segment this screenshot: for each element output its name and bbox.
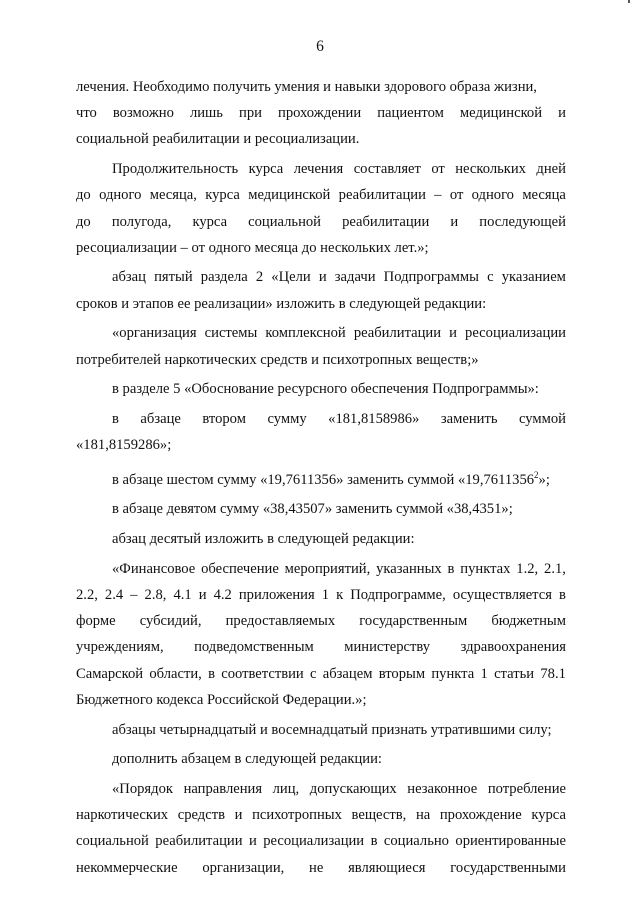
- word: средств: [177, 807, 225, 824]
- text-line: в абзаце шестом сумму «19,7611356» заменить суммой «19,7611356$^2$»;: [112, 469, 550, 488]
- text-line: [76, 209, 566, 235]
- text-line: [76, 828, 566, 854]
- word: 2.1,: [544, 560, 566, 577]
- word: психотропных: [252, 807, 342, 824]
- word: пункта: [431, 665, 475, 682]
- paragraph: [76, 156, 566, 261]
- word: социальной: [76, 833, 149, 850]
- word: курса: [531, 807, 566, 824]
- word: в: [558, 587, 566, 604]
- word: форме: [76, 613, 116, 630]
- paragraph: [76, 776, 566, 881]
- word: в: [112, 410, 119, 427]
- word: 1: [321, 587, 330, 604]
- text-line: потребителей наркотических средств и психотропных веществ;»: [76, 351, 479, 368]
- word: –: [130, 587, 138, 604]
- word: с: [310, 665, 317, 682]
- word: мероприятий,: [284, 560, 371, 577]
- word: реабилитации: [342, 213, 430, 230]
- word: области,: [149, 665, 202, 682]
- word: реабилитации: [353, 325, 442, 342]
- text-line: социальной реабилитации и ресоциализации.: [76, 131, 360, 148]
- text-line: абзацы четырнадцатый и восемнадцатый признать утратившими силу;: [112, 721, 552, 738]
- word: потребление: [487, 780, 566, 797]
- text-line: абзац десятый изложить в следующей редакции:: [112, 531, 415, 548]
- word: втором: [202, 410, 246, 427]
- word: 1: [480, 665, 488, 682]
- word: «Порядок: [112, 780, 173, 797]
- word: некоммерческие: [76, 859, 178, 876]
- text-line: сроков и этапов ее реализации» изложить в следующей редакции:: [76, 295, 487, 312]
- text-line: [76, 802, 566, 828]
- paragraph: [76, 74, 566, 153]
- paragraph: [76, 376, 566, 402]
- word: «Цели: [271, 269, 311, 286]
- word: возможно: [112, 105, 174, 122]
- word: медицинской: [459, 105, 543, 122]
- text-line: [76, 776, 566, 802]
- word: ресоциализации: [263, 833, 365, 850]
- word: лишь: [189, 105, 223, 122]
- word: 2.4: [104, 587, 124, 604]
- text-line: лечения. Необходимо получить умения и навыки здорового образа жизни,: [76, 79, 537, 95]
- text-line: [76, 320, 566, 346]
- word: реабилитации: [338, 187, 426, 204]
- word: суммой: [519, 410, 566, 427]
- word: лиц,: [272, 780, 300, 797]
- word: и: [198, 587, 207, 604]
- word: Подпрограмме,: [350, 587, 446, 604]
- word: «организация: [112, 325, 197, 342]
- word: прохождение: [439, 807, 522, 824]
- footnote-superscript: 2: [534, 469, 539, 480]
- word: обеспечение: [201, 560, 279, 577]
- word: абзацем: [322, 665, 373, 682]
- text-line: [76, 608, 566, 634]
- word: задачи: [334, 269, 376, 286]
- text-line: [76, 406, 566, 432]
- paragraph: [76, 496, 566, 522]
- word: к: [336, 587, 344, 604]
- word: пациентом: [377, 105, 444, 122]
- word: наркотических: [76, 807, 169, 824]
- word: курса: [205, 187, 240, 204]
- word: реабилитации: [155, 833, 243, 850]
- word: бюджетным: [491, 613, 566, 630]
- paragraph: [76, 406, 566, 458]
- word: указанием: [501, 269, 566, 286]
- text-line: Бюджетного кодекса Российской Федерации.»;: [76, 691, 367, 708]
- word: незаконное: [407, 780, 478, 797]
- word: курса: [192, 213, 228, 230]
- text-line: [76, 264, 566, 290]
- word: социальной: [248, 213, 321, 230]
- text-line: дополнить абзацем в следующей редакции:: [112, 751, 382, 768]
- word: и: [450, 213, 459, 230]
- word: системы: [204, 325, 258, 342]
- word: пятый: [154, 269, 193, 286]
- word: указанных: [376, 560, 442, 577]
- text-line: [76, 156, 566, 182]
- word: абзац: [112, 269, 146, 286]
- word: 1.2,: [516, 560, 539, 577]
- scan-speck: [628, 0, 630, 3]
- word: комплексной: [265, 325, 346, 342]
- text-line: [76, 556, 566, 582]
- text-line: [76, 582, 566, 608]
- word: и: [449, 325, 457, 342]
- word: приложения: [238, 587, 315, 604]
- text-line: [76, 182, 566, 208]
- word: и: [234, 807, 243, 824]
- word: соответствии: [221, 665, 304, 682]
- word: подведомственным: [194, 639, 314, 656]
- word: в: [447, 560, 455, 577]
- word: и: [318, 269, 327, 286]
- word: Самарской: [76, 665, 144, 682]
- word: социально: [383, 833, 449, 850]
- word: Продолжительность: [112, 161, 239, 178]
- word: и: [248, 833, 257, 850]
- paragraph: [76, 320, 566, 372]
- word: с: [487, 269, 494, 286]
- word: организации,: [202, 859, 285, 876]
- word: при: [239, 105, 262, 122]
- word: нескольких: [455, 161, 526, 178]
- word: 2: [255, 269, 264, 286]
- word: полугода,: [111, 213, 172, 230]
- word: Подпрограммы: [383, 269, 479, 286]
- word: последующей: [479, 213, 566, 230]
- word: что: [76, 105, 97, 122]
- document-body: [76, 74, 566, 884]
- word: 2.8,: [144, 587, 167, 604]
- word: статьи: [494, 665, 535, 682]
- paragraph: [76, 264, 566, 316]
- text-line: в разделе 5 «Обоснование ресурсного обеспечения Подпрограммы»:: [112, 381, 539, 398]
- word: «Финансовое: [112, 560, 196, 577]
- paragraph: [76, 717, 566, 743]
- word: абзаце: [140, 410, 181, 427]
- word: допускающих: [309, 780, 397, 797]
- word: составляет: [353, 161, 421, 178]
- text-line: [76, 100, 566, 126]
- word: ориентированные: [455, 833, 566, 850]
- text-line: [76, 634, 566, 660]
- word: направления: [183, 780, 263, 797]
- word: ресоциализации: [465, 325, 566, 342]
- paragraph: [76, 556, 566, 713]
- word: сумму: [267, 410, 307, 427]
- word: в: [208, 665, 215, 682]
- text-line: ресоциализации – от одного месяца до нескольких лет.»;: [76, 239, 429, 256]
- word: и: [558, 105, 566, 122]
- word: месяца,: [149, 187, 197, 204]
- word: учреждениям,: [76, 639, 164, 656]
- word: «181,8158986»: [328, 410, 420, 427]
- word: не: [309, 859, 324, 876]
- word: 4.1: [173, 587, 192, 604]
- word: –: [434, 187, 442, 204]
- word: 2.2,: [76, 587, 98, 604]
- word: от: [431, 161, 445, 178]
- word: раздела: [200, 269, 248, 286]
- word: месяца: [522, 187, 566, 204]
- word: субсидий,: [139, 613, 202, 630]
- word: лечения: [293, 161, 344, 178]
- word: государственным: [359, 613, 468, 630]
- text-line: в абзаце девятом сумму «38,43507» заменить суммой «38,4351»;: [112, 501, 513, 518]
- word: вторым: [378, 665, 426, 682]
- paragraph: [76, 526, 566, 552]
- word: 78.1: [540, 665, 566, 682]
- page-number: 6: [316, 38, 324, 55]
- word: до: [76, 213, 91, 230]
- paragraph: [76, 462, 566, 493]
- word: являющиеся: [348, 859, 426, 876]
- word: 4.2: [213, 587, 232, 604]
- word: курса: [248, 161, 284, 178]
- word: государственными: [450, 859, 566, 876]
- text-line: «181,8159286»;: [76, 437, 172, 454]
- word: прохождении: [278, 105, 362, 122]
- word: одного: [99, 187, 142, 204]
- word: на: [415, 807, 431, 824]
- word: от: [449, 187, 464, 204]
- word: медицинской: [248, 187, 331, 204]
- word: осуществляется: [452, 587, 552, 604]
- word: пунктах: [460, 560, 511, 577]
- word: министерству: [344, 639, 431, 656]
- word: в: [370, 833, 378, 850]
- paragraph: [76, 746, 566, 772]
- word: заменить: [440, 410, 498, 427]
- text-line: [76, 855, 566, 881]
- word: дней: [536, 161, 566, 178]
- word: предоставляемых: [225, 613, 336, 630]
- text-line: [76, 661, 566, 687]
- word: веществ,: [351, 807, 407, 824]
- word: до: [76, 187, 91, 204]
- word: одного: [471, 187, 514, 204]
- word: здравоохранения: [460, 639, 566, 656]
